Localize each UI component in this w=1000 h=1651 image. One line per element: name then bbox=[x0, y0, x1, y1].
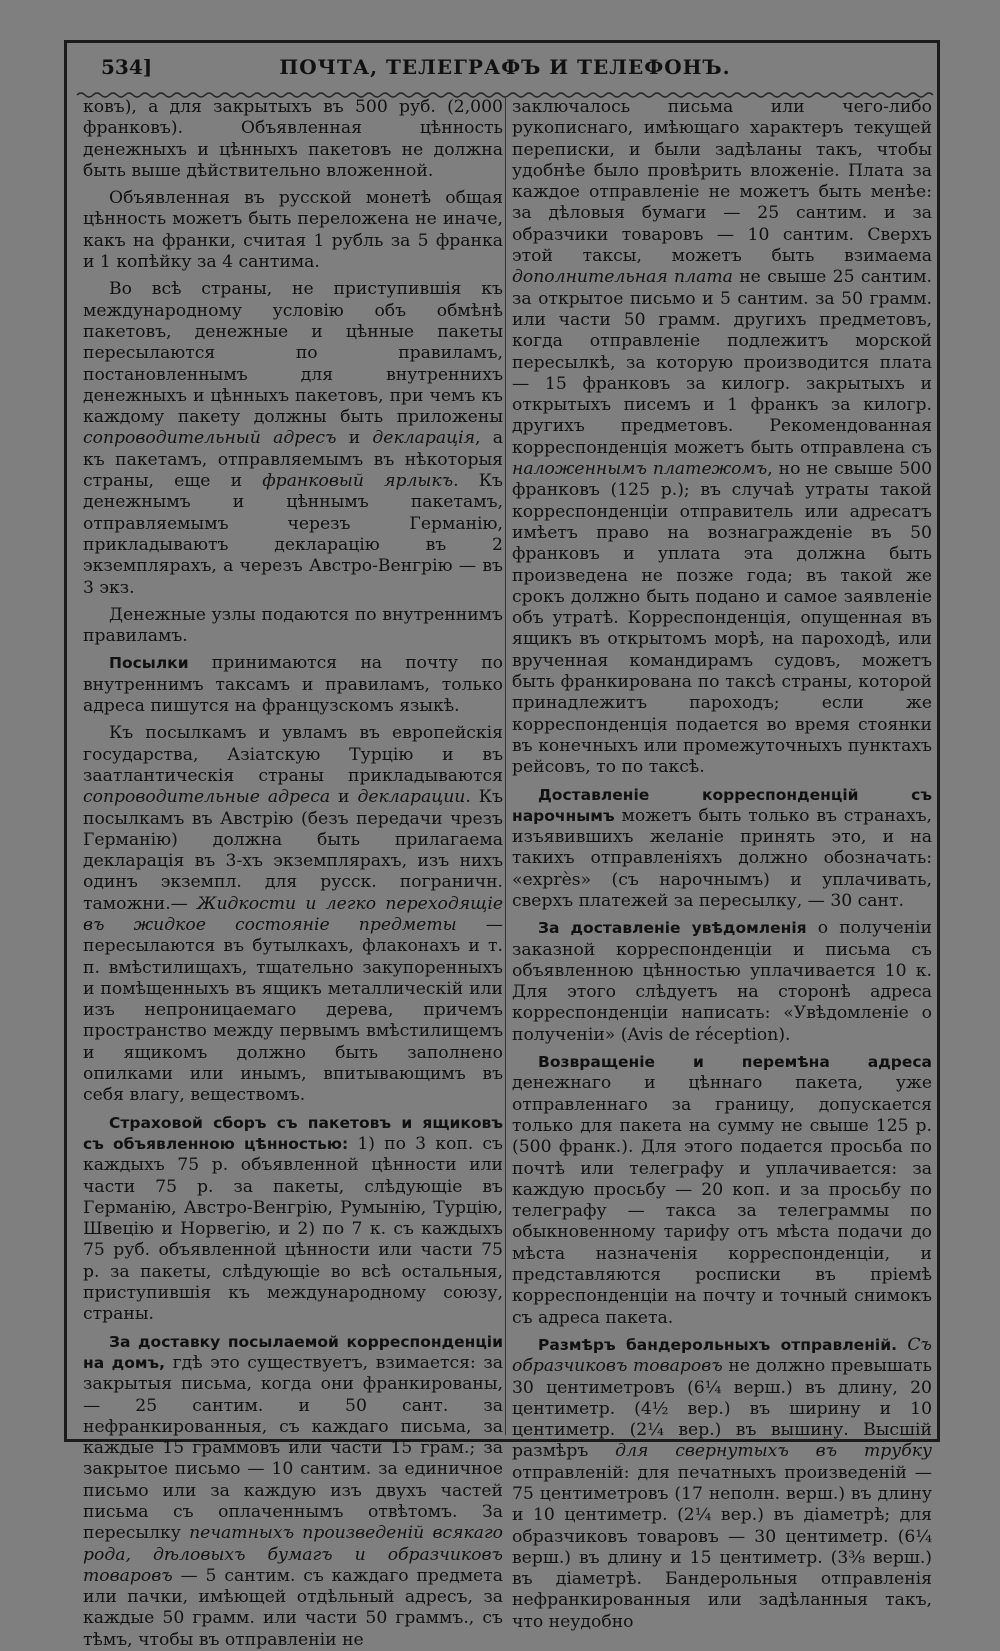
paragraph: Размѣръ бандерольныхъ отправленій. Съ образчиковъ товаровъ не должно превышать 30 центиметровъ (6¼ верш.) въ длину, 20 центиметр. (4½ вер.) въ ширину и 10 центиметр. (2¼ вер.) въ вышину. Высшій размѣръ для свернутыхъ въ трубку отправленій: для печатныхъ произведеній — 75 центиметровъ (17 неполн. верш.) въ длину и 10 центиметр. (2¼ вер.) въ діаметрѣ; для образчиковъ товаровъ — 30 центиметр. (6¼ верш.) въ длину и 15 центиметр. (3⅜ верш.) въ діаметрѣ. Бандерольныя отправленія нефранкированныя или задѣланныя такъ, что неудобно bbox=[512, 1334, 933, 1632]
section-heading: Доставленіе корреспонденцій съ нарочнымъ bbox=[512, 785, 932, 825]
section-heading: Посылки bbox=[109, 654, 189, 673]
paragraph: заключалось письма или чего-либо рукописнаго, имѣющаго характеръ текущей переписки, и были задѣланы такъ, чтобы удобнѣе было провѣрить вложеніе. Плата за каждое отправленіе не можетъ быть менѣе: за дѣловыя бумаги — 25 сантим. и за образчики товаровъ — 10 сантим. Сверхъ этой таксы, можетъ быть взимаема дополнительная плата не свыше 25 сантим. за открытое письмо и 5 сантим. за 50 грамм. или части 50 грамм. другихъ предметовъ, когда отправленіе подлежитъ морской пересылкѣ, за которую производится плата — 15 франковъ за килогр. закрытыхъ и открытыхъ писемъ и 1 франкъ за килогр. другихъ предметовъ. Рекомендованная корреспонденція можетъ быть отправлена съ наложеннымъ платежомъ, но не свыше 500 франковъ (125 р.); въ случаѣ утраты такой корреспонденціи отправитель или адресатъ имѣетъ право на вознагражденіе въ 50 франковъ и уплата эта должна быть произведена не позже года; въ такой же срокъ должно быть подано и самое заявленіе объ утратѣ. Корреспонденція, опущенная въ ящикъ въ открытомъ морѣ, на пароходѣ, или врученная командирамъ судовъ, можетъ быть франкирована по таксѣ страны, которой принадлежитъ пароходъ; если же корреспонденція подается во время стоянки въ конечныхъ или промежуточныхъ пунктахъ рейсовъ, то по таксѣ. bbox=[512, 97, 933, 778]
paragraph: Во всѣ страны, не приступившія къ международному условію объ обмѣнѣ пакетовъ, денежные и цѣнные пакеты пересылаются по правиламъ, постановленнымъ для внутреннихъ денежныхъ и цѣнныхъ пакетовъ, при чемъ къ каждому пакету должны быть приложены сопроводительный адресъ и декларація, а къ пакетамъ, отправляемымъ въ нѣкоторыя страны, еще и франковый ярлыкъ. Къ денежнымъ и цѣннымъ пакетамъ, отправляемымъ черезъ Германію, прикладываютъ декларацію въ 2 экземплярахъ, а черезъ Австро-Венгрію — въ 3 экз. bbox=[83, 279, 503, 598]
paragraph: Доставленіе корреспонденцій съ нарочнымъ можетъ быть только въ странахъ, изъявившихъ желаніе принять это, и на такихъ отправленіяхъ должно обозначать: «exprès» (съ нарочнымъ) и уплачивать, сверхъ платежей за пересылку, — 30 сант. bbox=[512, 785, 932, 911]
section-heading: Размѣръ бандерольныхъ отправленій. bbox=[538, 1335, 897, 1354]
paragraph: Денежные узлы подаются по внутреннимъ правиламъ. bbox=[83, 604, 503, 647]
section-heading: За доставленіе увѣдомленія bbox=[538, 919, 807, 938]
column-divider bbox=[505, 97, 506, 1435]
paragraph: Страховой сборъ съ пакетовъ и ящиковъ съ объявленною цѣнностью: 1) по 3 коп. съ каждыхъ 75 р. объявленной цѣнности или части 75 р. за пакеты, слѣдующіе въ Германію, Австро-Венгрію, Румынію, Турцію, Швецію и Норвегію, и 2) по 7 к. съ каждыхъ 75 руб. объявленной цѣнности или части 75 р. за пакеты, слѣдующіе во всѣ остальныя, приступившія къ международному союзу, страны. bbox=[83, 1113, 503, 1325]
section-heading: За доставку посылаемой корреспонденціи на домъ, bbox=[83, 1332, 503, 1372]
paragraph: Возвращеніе и перемѣна адреса денежнаго и цѣннаго пакета, уже отправленнаго за границу, допускается только для пакета на сумму не свыше 125 р. (500 франк.). Для этого подается просьба по почтѣ или телеграфу и уплачивается: за каждую просьбу — 20 коп. и за просьбу по телеграфу — такса за телеграммы по обыкновенному тарифу отъ мѣста подачи до мѣста назначенія корреспонденціи, и представляются росписки въ пріемѣ корреспонденціи на почту и точный снимокъ съ адреса пакета. bbox=[512, 1053, 932, 1328]
page-number: 534] bbox=[101, 55, 153, 79]
paragraph: Объявленная въ русской монетѣ общая цѣнность можетъ быть переложена не иначе, какъ на франки, считая 1 рубль за 5 франка и 1 копѣйку за 4 сантима. bbox=[83, 188, 503, 273]
paragraph: За доставку посылаемой корреспонденціи на домъ, гдѣ это существуетъ, взимается: за закрытыя письма, когда они франкированы, — 25 сантим. и 50 сант. за нефранкированныя, съ каждаго письма, за каждые 15 граммовъ или части 15 грам.; за закрытое письмо — 10 сантим. за единичное письмо или за каждую изъ двухъ частей письма съ оплаченнымъ отвѣтомъ. За пересылку печатныхъ произведеній всякаго рода, дѣловыхъ бумагъ и образчиковъ товаровъ — 5 сантим. съ каждаго предмета или пачки, имѣющей отдѣльный адресъ, за каждые 50 грамм. или части 50 граммъ., съ тѣмъ, чтобы въ отправленіи не bbox=[83, 1332, 504, 1650]
section-heading: Страховой сборъ съ пакетовъ и ящиковъ съ объявленною цѣнностью: bbox=[83, 1113, 503, 1153]
paragraph: За доставленіе увѣдомленія о полученіи заказной корреспонденціи и письма съ объявленною цѣнностью уплачивается 10 к. Для этого слѣдуетъ на сторонѣ адреса корреспонденціи написать: «Увѣдомленіе о полученіи» (Avis de réception). bbox=[512, 918, 932, 1045]
section-heading: Возвращеніе и перемѣна адреса bbox=[538, 1053, 932, 1072]
left-column bbox=[83, 97, 504, 1650]
page-header bbox=[101, 51, 909, 83]
paragraph: Къ посылкамъ и увламъ въ европейскія государства, Азіатскую Турцію и въ заатлантическія страны прикладываются сопроводительные адреса и декларации. Къ посылкамъ въ Австрію (безъ передачи чрезъ Германію) должна быть прилагаема декларація въ 3-хъ экземплярахъ, изъ нихъ одинъ экземпл. для русск. пограничн. таможни.— Жидкости и легко переходящіе въ жидкое состояніе предметы — пересылаются въ бутылкахъ, флаконахъ и т. п. вмѣстилищахъ, тщательно закупоренныхъ и помѣщенныхъ въ ящикъ металлическій или изъ непроницаемаго дерева, причемъ пространство между первымъ вмѣстилищемъ и ящикомъ должно быть заполнено опилками или инымъ, впитывающимъ въ себя влагу, веществомъ. bbox=[83, 723, 504, 1106]
paragraph: Посылки принимаются на почту по внутреннимъ таксамъ и правиламъ, только адреса пишутся на французскомъ языкѣ. bbox=[83, 653, 503, 717]
page-frame bbox=[64, 40, 940, 1650]
paragraph: ковъ), а для закрытыхъ въ 500 руб. (2,000 франковъ). Объявленная цѣнность денежныхъ и цѣнныхъ пакетовъ не должна быть выше дѣйствительно вложенной. bbox=[83, 97, 503, 181]
running-title: ПОЧТА, ТЕЛЕГРАФЪ И ТЕЛЕФОНЪ. bbox=[279, 55, 731, 79]
right-column bbox=[512, 97, 933, 1632]
